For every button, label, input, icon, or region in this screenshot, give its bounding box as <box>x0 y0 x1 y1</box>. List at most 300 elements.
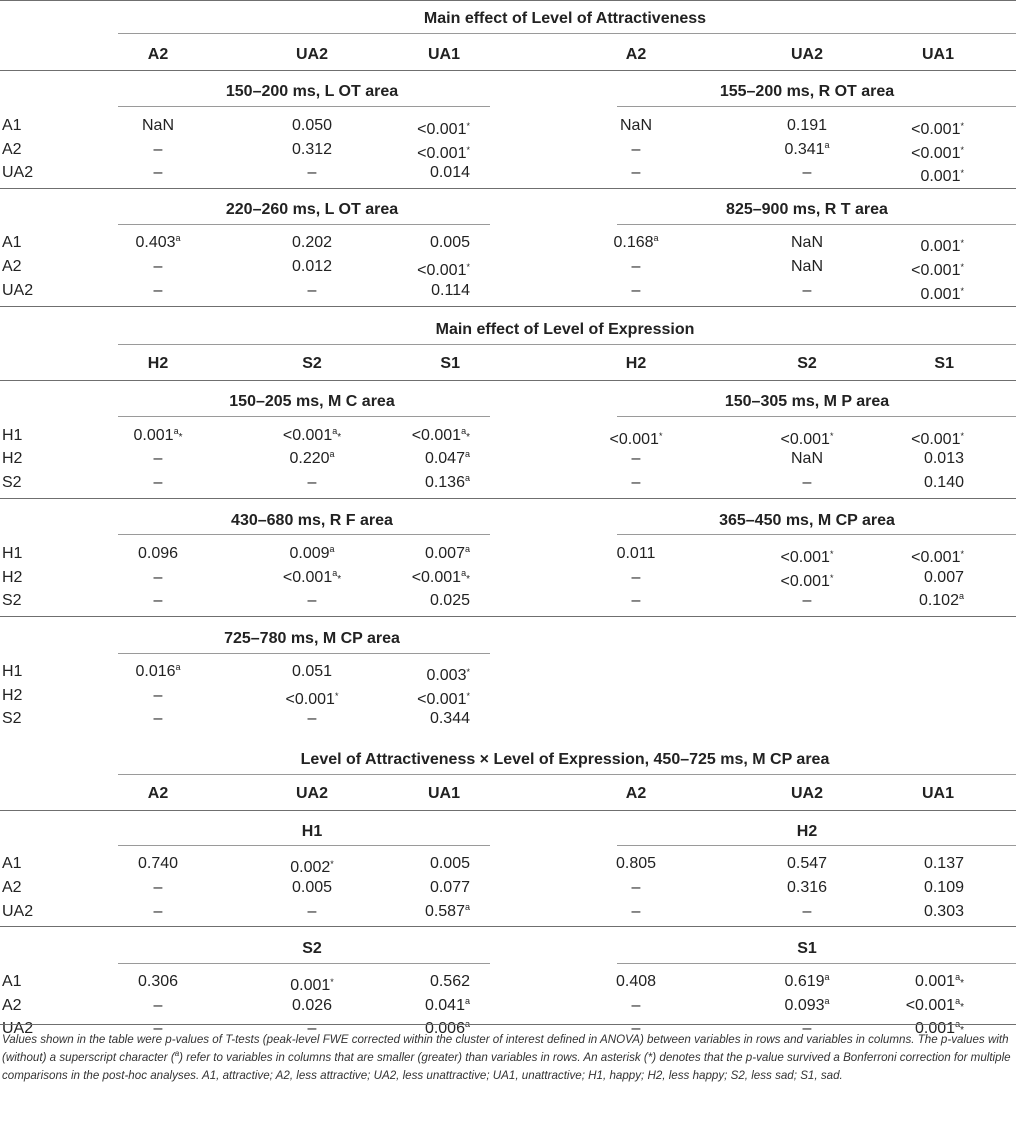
p-value: 0.050 <box>291 117 333 134</box>
p-value: 0.014 <box>429 164 470 181</box>
asterisk: * <box>330 859 334 869</box>
rule-line <box>0 306 1016 307</box>
table-cell <box>154 707 163 731</box>
table-cell <box>308 589 317 613</box>
asterisk: * <box>960 121 964 131</box>
rule-line <box>118 653 490 654</box>
p-value: – <box>802 474 812 491</box>
p-value: NaN <box>141 117 175 134</box>
table-cell <box>617 542 656 566</box>
superscript-a: a <box>653 233 659 243</box>
p-value: 0.001 <box>915 1020 956 1037</box>
p-value: <0.001 <box>417 145 467 162</box>
table-cell <box>154 161 163 185</box>
asterisk: * <box>960 286 964 296</box>
table-cell <box>417 114 470 138</box>
block-title-right: 155–200 ms, R OT area <box>719 83 895 100</box>
p-value: – <box>153 282 163 299</box>
p-value: 0.001 <box>290 977 331 994</box>
table-cell <box>632 589 641 613</box>
table-cell <box>289 542 334 566</box>
p-value: 0.562 <box>429 973 470 990</box>
table-cell <box>632 279 641 303</box>
table-cell <box>632 255 641 279</box>
asterisk: * <box>466 121 470 131</box>
block-title-left: 725–780 ms, M CP area <box>224 630 400 647</box>
column-header: S2 <box>302 355 322 372</box>
p-value: 0.002 <box>290 859 331 876</box>
table-cell <box>292 876 332 900</box>
p-value: 0.005 <box>429 855 470 872</box>
table-cell <box>425 542 470 566</box>
p-value: <0.001 <box>282 569 333 586</box>
table-cell <box>425 447 470 471</box>
block-title-left: 430–680 ms, R F area <box>231 512 393 529</box>
table-cell <box>632 471 641 495</box>
rule-line <box>0 498 1016 499</box>
asterisk: * <box>330 977 334 987</box>
table-cell <box>613 231 658 255</box>
rule-line <box>617 416 1016 417</box>
section-title: Main effect of Level of Attractiveness <box>423 10 707 27</box>
rule-line <box>0 188 1016 189</box>
row-label: A2 <box>2 141 22 158</box>
p-value: NaN <box>790 258 824 275</box>
table-cell <box>803 900 812 924</box>
superscript-a: a <box>958 591 964 601</box>
p-value: NaN <box>790 234 824 251</box>
p-value: <0.001 <box>417 691 467 708</box>
asterisk: * <box>829 431 834 441</box>
block-title-left: 150–200 ms, L OT area <box>225 83 399 100</box>
p-value: 0.013 <box>923 450 964 467</box>
table-cell <box>154 279 163 303</box>
p-value: <0.001 <box>609 431 659 448</box>
row-label: A1 <box>2 855 22 872</box>
table-cell <box>308 471 317 495</box>
p-value: <0.001 <box>282 427 333 444</box>
p-value: 0.114 <box>431 282 470 299</box>
p-value: 0.007 <box>424 545 465 562</box>
table-cell <box>142 114 174 138</box>
p-value: <0.001 <box>417 262 467 279</box>
table-cell <box>417 138 470 162</box>
asterisk: * <box>960 168 964 178</box>
table-cell <box>308 707 317 731</box>
table-cell <box>292 138 332 162</box>
p-value: 0.587 <box>424 903 465 920</box>
p-value: – <box>631 450 641 467</box>
superscript-a: a <box>329 449 335 459</box>
table-cell <box>154 471 163 495</box>
p-value: – <box>153 258 163 275</box>
superscript-a: a <box>175 662 181 672</box>
p-value: <0.001 <box>911 431 961 448</box>
asterisk: * <box>829 573 834 583</box>
table-cell <box>134 424 183 448</box>
table-cell <box>632 566 641 590</box>
table-cell <box>430 852 470 876</box>
rule-line <box>118 845 490 846</box>
asterisk: * <box>466 145 470 155</box>
row-label: S2 <box>2 710 22 727</box>
row-label: UA2 <box>2 903 34 920</box>
p-value: – <box>802 1020 812 1037</box>
rule-line <box>118 534 490 535</box>
table-cell <box>308 900 317 924</box>
table-cell <box>920 231 964 255</box>
table-cell <box>292 231 332 255</box>
table-cell <box>781 542 834 566</box>
table-cell <box>290 852 334 876</box>
table-cell <box>290 970 334 994</box>
table-cell <box>430 707 470 731</box>
table-cell <box>632 1017 641 1041</box>
block-title-right: 150–305 ms, M P area <box>724 393 890 410</box>
table-cell <box>138 852 178 876</box>
table-cell <box>803 279 812 303</box>
column-header: UA2 <box>790 785 824 802</box>
table-cell <box>154 900 163 924</box>
table-cell <box>924 471 964 495</box>
table-cell <box>803 471 812 495</box>
table-cell <box>924 566 964 590</box>
table-cell <box>430 876 470 900</box>
rule-line <box>617 963 1016 964</box>
p-value: 0.001 <box>920 238 961 255</box>
table-cell <box>784 138 829 162</box>
table-cell <box>616 852 656 876</box>
p-value: 0.408 <box>615 973 657 990</box>
row-label: S2 <box>2 474 22 491</box>
table-cell <box>286 684 339 708</box>
p-value: 0.005 <box>291 879 333 896</box>
footnote-text-2: ) refer to variables in columns that are smaller (greater) than variables in rows. An asterisk (*) denotes that the p-value survived a Bonferroni correction for multiple comparisons in the post-hoc analyses. A1, attractive; A2, less attractive; UA2, less unattractive; UA1, unattractive; H1, happy; H2, less happy; S2, less sad; S1, sad. <box>2 1051 1011 1082</box>
p-value: 0.547 <box>786 855 828 872</box>
table-cell <box>283 566 341 590</box>
p-value: – <box>153 450 163 467</box>
table-cell <box>425 994 470 1018</box>
table-cell <box>430 970 470 994</box>
p-value: 0.403 <box>135 234 176 251</box>
row-label: UA2 <box>2 1020 34 1037</box>
asterisk: * <box>466 432 470 443</box>
p-value: – <box>631 474 641 491</box>
table-cell <box>154 138 163 162</box>
superscript-a: a <box>955 1019 961 1029</box>
asterisk: * <box>466 574 470 585</box>
table-cell <box>154 589 163 613</box>
rule-line <box>118 963 490 964</box>
p-value: 0.312 <box>291 141 333 158</box>
superscript-a: a <box>329 544 335 554</box>
table-cell <box>154 566 163 590</box>
p-value: NaN <box>790 450 824 467</box>
rule-line <box>0 926 1016 927</box>
table-cell <box>308 279 317 303</box>
table-cell <box>919 589 964 613</box>
table-cell <box>920 161 964 185</box>
p-value: 0.003 <box>426 667 467 684</box>
table-cell <box>915 970 964 994</box>
block-title-right: 365–450 ms, M CP area <box>719 512 895 529</box>
column-header: A2 <box>147 785 169 802</box>
p-value: 0.047 <box>424 450 465 467</box>
table-cell <box>138 970 178 994</box>
rule-line <box>0 810 1016 811</box>
p-value: <0.001 <box>780 431 830 448</box>
p-value: – <box>631 282 641 299</box>
superscript-a: a <box>824 972 830 982</box>
table-cell <box>430 589 470 613</box>
p-value: 0.001 <box>133 427 174 444</box>
p-value: <0.001 <box>911 549 961 566</box>
table-cell <box>425 471 470 495</box>
p-value: <0.001 <box>411 569 462 586</box>
rule-line <box>0 616 1016 617</box>
rule-line <box>617 106 1016 107</box>
table-cell <box>803 1017 812 1041</box>
p-value: NaN <box>619 117 653 134</box>
p-value: 0.001 <box>920 168 961 185</box>
p-value: <0.001 <box>911 262 961 279</box>
p-value: <0.001 <box>417 121 467 138</box>
p-value: – <box>307 474 317 491</box>
p-value: <0.001 <box>780 573 830 590</box>
table-cell <box>803 161 812 185</box>
p-value: 0.007 <box>923 569 964 586</box>
p-value: 0.341 <box>784 141 825 158</box>
section-title: Main effect of Level of Expression <box>435 321 695 338</box>
p-value: – <box>631 258 641 275</box>
table-cell <box>924 876 964 900</box>
table-cell <box>138 542 178 566</box>
block-title-left: H1 <box>301 823 323 840</box>
p-value: – <box>631 141 641 158</box>
p-value: 0.316 <box>786 879 828 896</box>
p-value: <0.001 <box>285 691 335 708</box>
p-value: – <box>631 903 641 920</box>
asterisk: * <box>337 574 342 585</box>
p-value: 0.012 <box>291 258 333 275</box>
superscript-a: a <box>461 426 467 436</box>
p-value: – <box>153 903 163 920</box>
table-cell <box>412 424 470 448</box>
p-value: 0.168 <box>613 234 654 251</box>
table-cell <box>781 424 834 448</box>
p-value: 0.096 <box>137 545 179 562</box>
table-cell <box>308 161 317 185</box>
table-cell <box>911 424 964 448</box>
column-header: UA2 <box>295 785 329 802</box>
table-cell <box>791 231 823 255</box>
rule-line <box>118 416 490 417</box>
table-cell <box>154 994 163 1018</box>
p-value: 0.025 <box>429 592 470 609</box>
p-value: – <box>631 997 641 1014</box>
p-value: 0.619 <box>784 973 825 990</box>
p-value: <0.001 <box>911 145 961 162</box>
table-cell <box>632 161 641 185</box>
p-value: 0.016 <box>135 663 176 680</box>
table-cell <box>426 660 470 684</box>
asterisk: * <box>466 262 470 272</box>
p-value: – <box>307 282 317 299</box>
rule-line <box>118 774 1016 775</box>
table-cell <box>289 447 334 471</box>
p-value: – <box>802 903 812 920</box>
row-label: A2 <box>2 258 22 275</box>
asterisk: * <box>960 145 964 155</box>
row-label: H1 <box>2 427 23 444</box>
p-value: 0.344 <box>429 710 470 727</box>
column-header: UA1 <box>427 785 460 802</box>
superscript-a: a <box>955 996 961 1006</box>
row-label: UA2 <box>2 282 34 299</box>
row-label: H2 <box>2 569 23 586</box>
p-value: 0.136 <box>424 474 465 491</box>
p-value: – <box>153 687 163 704</box>
row-label: A2 <box>2 997 22 1014</box>
p-value: 0.051 <box>291 663 333 680</box>
p-value: 0.041 <box>424 997 465 1014</box>
table-cell <box>292 114 332 138</box>
table-cell <box>632 447 641 471</box>
p-value: 0.006 <box>424 1020 465 1037</box>
column-header: UA2 <box>790 46 824 63</box>
asterisk: * <box>829 549 834 559</box>
footnote-superscript: a <box>174 1049 180 1058</box>
p-value: – <box>153 474 163 491</box>
asterisk: * <box>960 978 964 989</box>
p-value: – <box>631 164 641 181</box>
column-header: UA1 <box>921 46 954 63</box>
superscript-a: a <box>332 426 338 436</box>
block-title-right: S1 <box>797 940 817 957</box>
table-cell <box>412 566 470 590</box>
table-cell <box>784 994 829 1018</box>
row-label: UA2 <box>2 164 34 181</box>
p-value: <0.001 <box>411 427 462 444</box>
table-cell <box>154 684 163 708</box>
p-value: – <box>153 710 163 727</box>
table-cell <box>791 255 823 279</box>
rule-line <box>118 224 490 225</box>
rule-line <box>0 70 1016 71</box>
p-value: – <box>802 282 812 299</box>
table-cell <box>425 1017 470 1041</box>
asterisk: * <box>466 667 470 677</box>
p-value: 0.140 <box>923 474 964 491</box>
asterisk: * <box>960 238 964 248</box>
p-value: 0.102 <box>918 592 959 609</box>
p-value: – <box>307 710 317 727</box>
superscript-a: a <box>464 996 470 1006</box>
block-title-right: 825–900 ms, R T area <box>726 201 888 218</box>
rule-line <box>617 224 1016 225</box>
table-cell <box>610 424 663 448</box>
table-cell <box>632 900 641 924</box>
table-cell <box>791 447 823 471</box>
table-cell <box>911 114 964 138</box>
column-header: A2 <box>625 46 647 63</box>
table-cell <box>924 900 964 924</box>
asterisk: * <box>337 432 342 443</box>
p-value: – <box>307 164 317 181</box>
asterisk: * <box>960 262 964 272</box>
p-value: 0.805 <box>615 855 657 872</box>
column-header: H2 <box>625 355 647 372</box>
row-label: S2 <box>2 592 22 609</box>
column-header: UA1 <box>921 785 954 802</box>
table-cell <box>924 447 964 471</box>
row-label: A2 <box>2 879 22 896</box>
row-label: H2 <box>2 450 23 467</box>
column-header: A2 <box>625 785 647 802</box>
p-value: – <box>153 164 163 181</box>
footnote-text-1: Values shown in the table were p-values of T-tests (peak-level FWE corrected within the cluster of interest defined in ANOVA) between variables in rows and variables in columns. The p-values with (without) a superscript character ( <box>2 1033 1009 1064</box>
table-cell <box>915 1017 964 1041</box>
block-title-left: 220–260 ms, L OT area <box>225 201 399 218</box>
p-value: – <box>153 997 163 1014</box>
column-header: S2 <box>797 355 817 372</box>
superscript-a: a <box>175 233 181 243</box>
table-cell <box>308 1017 317 1041</box>
row-label: A1 <box>2 234 22 251</box>
p-value: 0.026 <box>291 997 333 1014</box>
asterisk: * <box>960 1002 964 1013</box>
superscript-a: a <box>464 449 470 459</box>
p-value: 0.005 <box>429 234 470 251</box>
table-cell <box>283 424 341 448</box>
asterisk: * <box>466 691 470 701</box>
superscript-a: a <box>824 140 830 150</box>
superscript-a: a <box>955 972 961 982</box>
superscript-a: a <box>173 426 179 436</box>
table-cell <box>135 660 180 684</box>
table-cell <box>632 876 641 900</box>
block-title-right: H2 <box>796 823 818 840</box>
asterisk: * <box>960 1025 964 1036</box>
p-value: 0.077 <box>429 879 470 896</box>
table-cell <box>632 994 641 1018</box>
p-value: 0.009 <box>289 545 330 562</box>
rule-line <box>0 0 1016 1</box>
row-label: H2 <box>2 687 23 704</box>
asterisk: * <box>334 691 339 701</box>
superscript-a: a <box>332 568 338 578</box>
table-cell <box>620 114 652 138</box>
rule-line <box>617 534 1016 535</box>
asterisk: * <box>960 549 964 559</box>
table-cell <box>430 231 470 255</box>
p-value: 0.191 <box>786 117 828 134</box>
column-header: A2 <box>147 46 169 63</box>
block-title-left: S2 <box>302 940 322 957</box>
p-value: – <box>153 141 163 158</box>
p-value: 0.740 <box>137 855 179 872</box>
p-value: – <box>307 903 317 920</box>
column-header: S1 <box>440 355 460 372</box>
table-cell <box>154 447 163 471</box>
column-header: UA1 <box>427 46 460 63</box>
p-value: – <box>631 592 641 609</box>
asterisk: * <box>658 431 663 441</box>
table-cell <box>924 852 964 876</box>
p-value: – <box>153 569 163 586</box>
table-cell <box>154 1017 163 1041</box>
rule-line <box>617 845 1016 846</box>
